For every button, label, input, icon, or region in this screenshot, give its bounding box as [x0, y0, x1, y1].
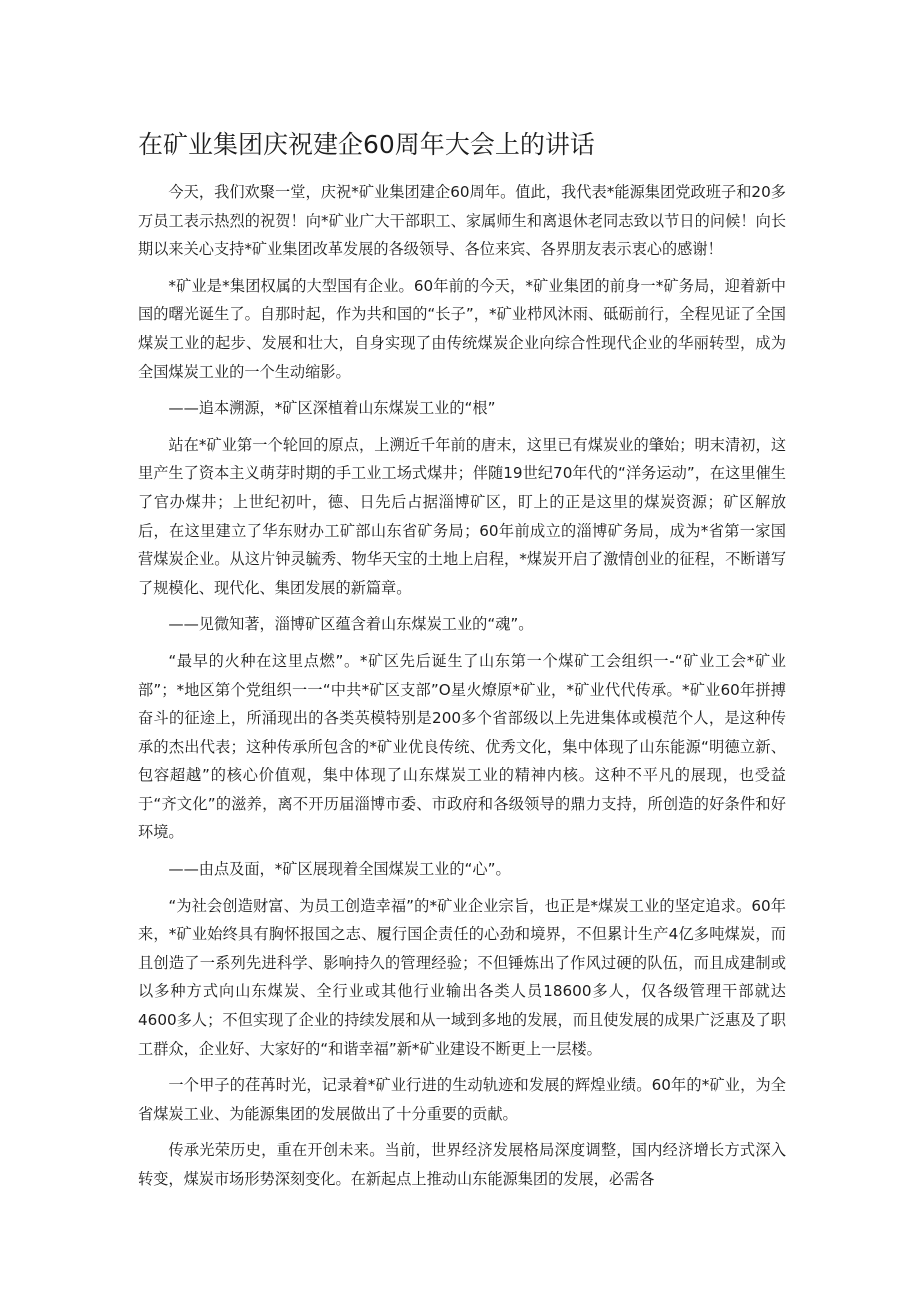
document-body: [138, 178, 786, 1202]
paragraph-future: 传承光荣历史，重在开创未来。当前，世界经济发展格局深度调整，国内经济增长方式深入转变，煤炭市场形势深刻变化。在新起点上推动山东能源集团的发展，必需各: [138, 1141, 786, 1188]
paragraph-mission: “为社会创造财富、为员工创造幸福”的*矿业企业宗旨，也正是*煤炭工业的坚定追求。60年来，*矿业始终具有胸怀报国之志、履行国企责任的心劲和境界，不但累计生产4亿多吨煤炭，而且创造了一系列先进科学、影响持久的管理经验；不但锤炼出了作风过硬的队伍，而且成建制或以多种方式向山东煤炭、全行业或其他行业输出各类人员18600多人，仅各级管理干部就达4600多人；不但实现了企业的持续发展和从一域到多地的发展，而且使发展的成果广泛惠及了职工群众，企业好、大家好的“和谐幸福”新*矿业建设不断更上一层楼。: [138, 896, 786, 1058]
subheading-heart: ——由点及面，*矿区展现着全国煤炭工业的“心”。: [168, 860, 511, 879]
paragraph-greeting: 今天，我们欢聚一堂，庆祝*矿业集团建企60周年。值此，我代表*能源集团党政班子和20多万员工表示热烈的祝贺！向*矿业广大干部职工、家属师生和离退休老同志致以节日的问候！向长期以来关心支持*矿业集团改革发展的各级领导、各位来宾、各界朋友表示衷心的感谢！: [138, 183, 786, 259]
document-title: 在矿业集团庆祝建企60周年大会上的讲话: [138, 130, 595, 159]
paragraph-achievement: 一个甲子的荏苒时光，记录着*矿业行进的生动轨迹和发展的辉煌业绩。60年的*矿业，为全省煤炭工业、为能源集团的发展做出了十分重要的贡献。: [138, 1076, 786, 1123]
paragraph-history: *矿业是*集团权属的大型国有企业。60年前的今天，*矿业集团的前身一*矿务局，迎着新中国的曙光诞生了。自那时起，作为共和国的“长子”，*矿业栉风沐雨、砥砺前行，全程见证了全国煤炭工业的起步、发展和壮大，自身实现了由传统煤炭企业向综合性现代企业的华丽转型，成为全国煤炭工业的一个生动缩影。: [138, 276, 786, 381]
subheading-soul: ——见微知著，淄博矿区蕴含着山东煤炭工业的“魂”。: [168, 615, 534, 634]
paragraph-origin: 站在*矿业第一个轮回的原点，上溯近千年前的唐末，这里已有煤炭业的肇始；明末清初，这里产生了资本主义萌芽时期的手工业工场式煤井；伴随19世纪70年代的“洋务运动”，在这里催生了官办煤井；上世纪初叶，德、日先后占据淄博矿区，盯上的正是这里的煤炭资源；矿区解放后，在这里建立了华东财办工矿部山东省矿务局；60年前成立的淄博矿务局，成为*省第一家国营煤炭企业。从这片钟灵毓秀、物华天宝的土地上启程，*煤炭开启了激情创业的征程，不断谱写了规模化、现代化、集团发展的新篇章。: [138, 435, 786, 597]
paragraph-tradition: “最早的火种在这里点燃”。*矿区先后诞生了山东第一个煤矿工会组织一-“矿业工会*矿业部”；*地区第个党组织一一“中共*矿区支部”O星火燎原*矿业，*矿业代代传承。*矿业60年拼搏奋斗的征途上，所涌现出的各类英模特别是200多个省部级以上先进集体或模范个人，是这种传承的杰出代表；这种传承所包含的*矿业优良传统、优秀文化，集中体现了山东能源“明德立新、包容超越”的核心价值观，集中体现了山东煤炭工业的精神内核。这种不平凡的展现，也受益于“齐文化”的滋养，离不开历届淄博市委、市政府和各级领导的鼎力支持，所创造的好条件和好环境。: [138, 651, 786, 842]
subheading-root: ——追本溯源，*矿区深植着山东煤炭工业的“根”: [168, 399, 496, 418]
